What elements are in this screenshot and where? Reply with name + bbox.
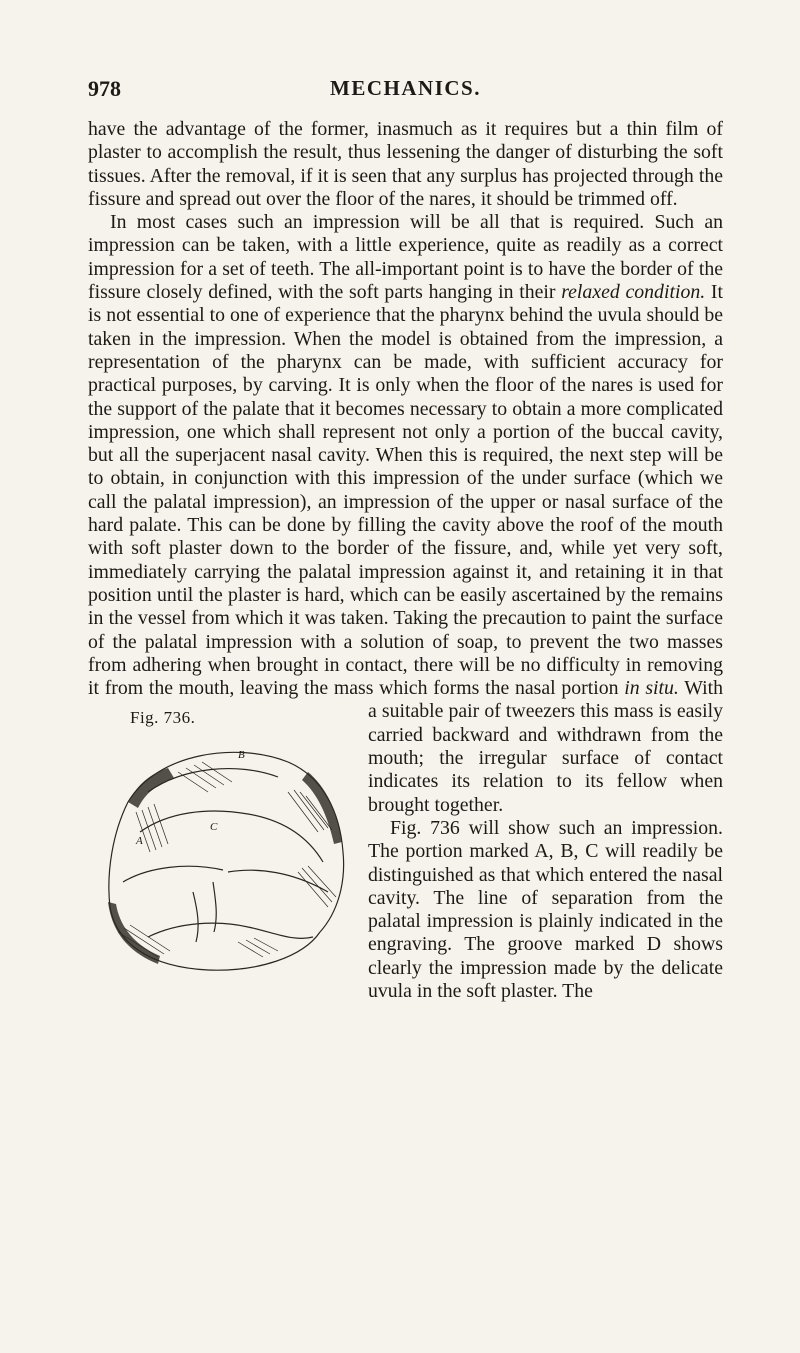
figure-mark-b: B — [238, 749, 245, 762]
paragraph-2-part-c: With a suitable pair of tweezers this mass is easily carried backward and withdrawn from the mouth; the irregular surface of contact indicates its relation to its fellow when brought together. — [368, 677, 723, 816]
figure-mark-a: A — [136, 835, 143, 848]
figure-label: Fig. 736. — [130, 708, 196, 728]
paragraph-1: have the advantage of the former, inasmuch as it requires but a thin film of plaster to accomplish the result, thus lessening the danger of disturbing the soft tissues. After the removal, if it is seen that any surplus has projected through the fissure and spread out over the floor of the nares, it should be trimmed off. — [88, 118, 723, 210]
body-text — [88, 118, 723, 1010]
impression-engraving — [88, 732, 358, 992]
paragraph-2 — [88, 211, 723, 848]
figure-736 — [88, 706, 358, 1010]
paragraph-2-part-a: In most cases such an impression will be all that is required. Such an impression can be taken, with a little experience, quite as readily as a correct impression for a set of teeth. The all-important point is to have the border of the fissure closely defined, with the soft parts hanging in their — [88, 211, 723, 304]
paragraph-2-part-b: It is not essential to one of experience that the pharynx behind the uvula should be taken in the impression. When the model is obtained from the impression, a representation of the pharynx can be made, with sufficient accuracy for practical purposes, by carving. It is only when the floor of the nares is used for the support of the palate that it becomes necessary to obtain a more complicated impression, one which shall represent not only a portion of the buccal cavity, but all the superjacent nasal cavity. When this is required, the next step will be to obtain, in conjunction with this impression of the under surface (which we call the palatal impression), an impression of the upper or nasal surface of the hard palate. This can be done by filling the cavity above the roof of the mouth with soft plaster down to the border of the fissure, and, while yet very soft, immediately carrying the palatal impression against it, and retaining it in that position until the plaster is hard, which can be easily ascertained by the remains in the vessel from which it was taken. Taking the precaution to paint the surface of the palatal impression with a solution of soap, to prevent the two masses from adhering when brought in contact, there will be no difficulty in removing it from the mouth, leaving the mass which forms the nasal portion — [88, 281, 723, 700]
emphasis-in-situ: in situ. — [624, 677, 679, 700]
running-title: MECHANICS. — [330, 76, 481, 100]
figure-mark-c: C — [210, 821, 218, 834]
page-header — [88, 76, 723, 110]
emphasis-relaxed-condition: relaxed condition. — [561, 281, 706, 304]
page-number: 978 — [88, 76, 121, 101]
paragraph-3: Fig. 736 will show such an impression. The portion marked A, B, C will readily be distinguished as that which entered the nasal cavity. The line of separation from the palatal impression is plainly indicated in the engraving. The groove marked D shows clearly the impression made by the delicate uvula in the soft plaster. The — [368, 816, 723, 1002]
